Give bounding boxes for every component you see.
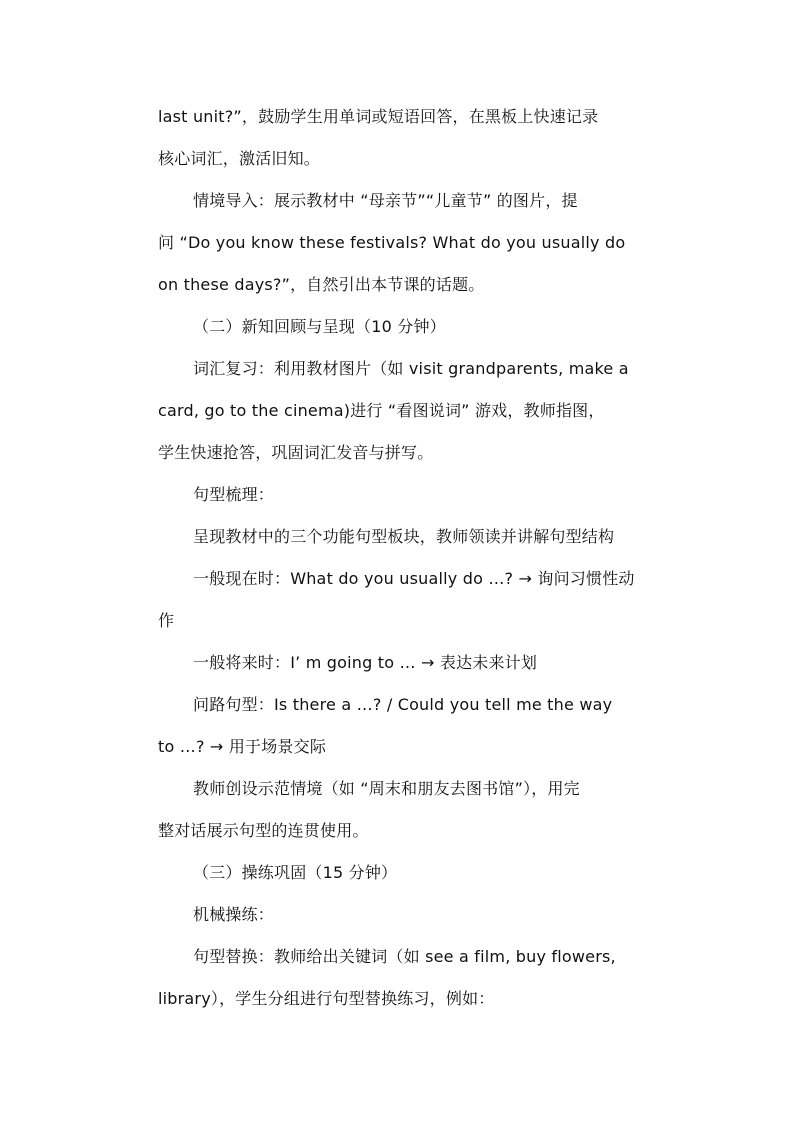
paragraph-line: on these days?”，自然引出本节课的话题。 — [158, 275, 485, 294]
section-heading: （二）新知回顾与呈现（10 分钟） — [193, 317, 446, 336]
paragraph-line: card, go to the cinema)进行 “看图说词” 游戏，教师指图， — [158, 401, 605, 420]
paragraph-line: last unit?”，鼓励学生用单词或短语回答，在黑板上快速记录 — [158, 107, 599, 126]
paragraph-line: 作 — [158, 611, 175, 630]
paragraph-line: 情境导入：展示教材中 “母亲节”“儿童节” 的图片，提 — [193, 191, 578, 210]
paragraph-line: 学生快速抢答，巩固词汇发音与拼写。 — [158, 443, 434, 462]
paragraph-line: library），学生分组进行句型替换练习，例如： — [158, 989, 495, 1008]
paragraph-line: 问 “Do you know these festivals? What do you usually do — [158, 233, 626, 252]
paragraph-line: 一般现在时：What do you usually do …? → 询问习惯性动 — [193, 569, 635, 588]
paragraph-line: 机械操练： — [193, 905, 275, 924]
paragraph-line: 教师创设示范情境（如 “周末和朋友去图书馆”），用完 — [193, 779, 580, 798]
paragraph-line: 句型替换：教师给出关键词（如 see a film, buy flowers, — [193, 947, 616, 966]
paragraph-line: 整对话展示句型的连贯使用。 — [158, 821, 369, 840]
paragraph-line: to …? → 用于场景交际 — [158, 737, 327, 756]
paragraph-line: 问路句型：Is there a …? / Could you tell me the way — [193, 695, 613, 714]
paragraph-line: 一般将来时：I’ m going to … → 表达未来计划 — [193, 653, 538, 672]
paragraph-line: 句型梳理： — [193, 485, 275, 504]
paragraph-line: 词汇复习：利用教材图片（如 visit grandparents, make a — [193, 359, 629, 378]
paragraph-line: 呈现教材中的三个功能句型板块，教师领读并讲解句型结构 — [193, 527, 615, 546]
paragraph-line: 核心词汇，激活旧知。 — [158, 149, 321, 168]
section-heading: （三）操练巩固（15 分钟） — [193, 863, 398, 882]
